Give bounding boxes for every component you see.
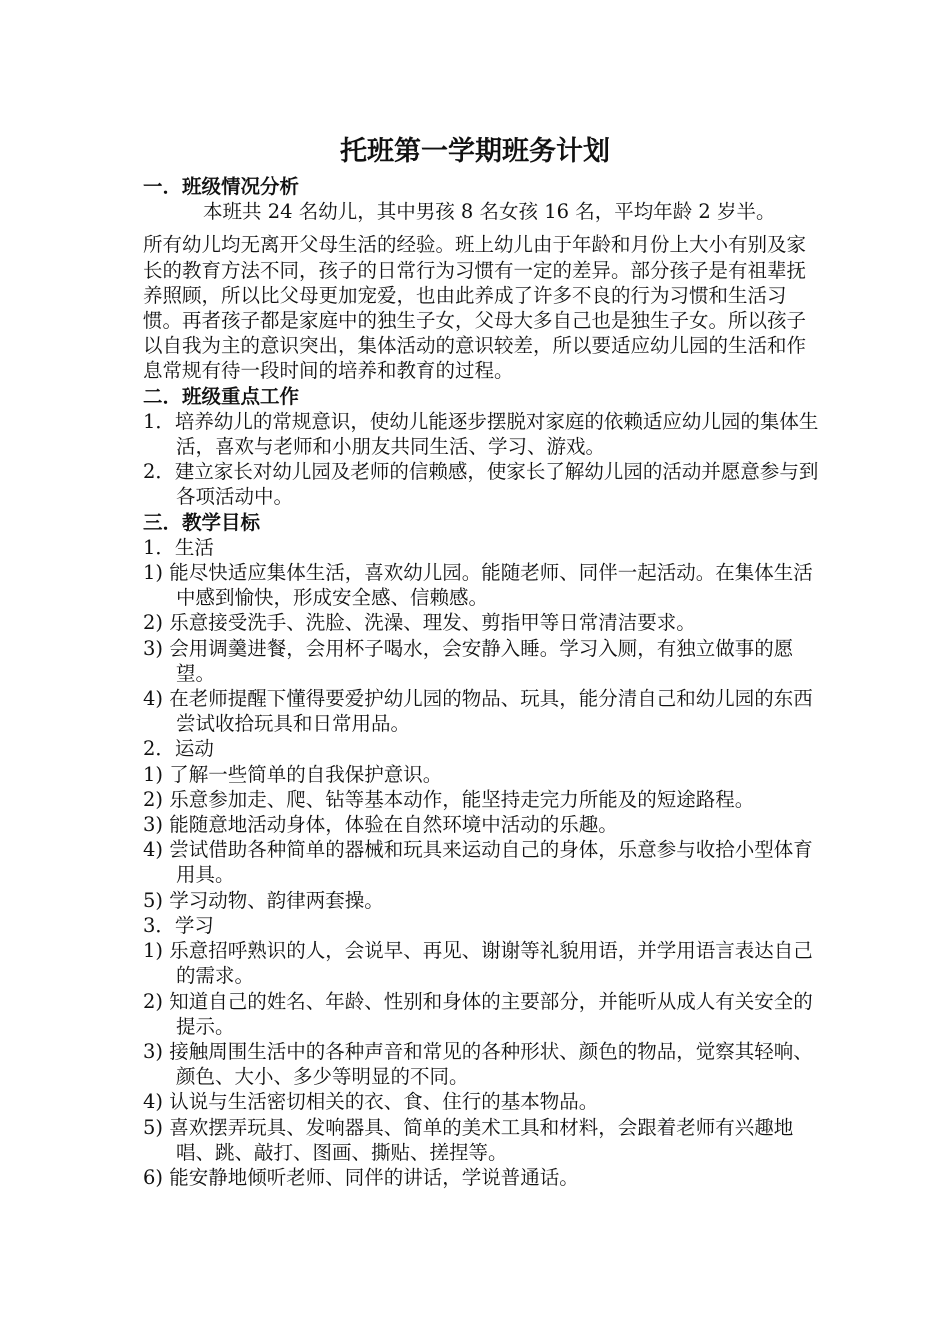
list-item: 4) 在老师提醒下懂得要爱护幼儿园的物品、玩具，能分清自己和幼儿园的东西尝试收拾玩具和日常用品。 [143, 687, 813, 736]
list-item: 3) 能随意地活动身体，体验在自然环境中活动的乐趣。 [143, 813, 618, 837]
document-title: 托班第一学期班务计划 [340, 136, 610, 167]
section-heading: 二．班级重点工作 [143, 384, 300, 408]
list-item: 3) 接触周围生活中的各种声音和常见的各种形状、颜色的物品，觉察其轻响、颜色、大小、多少等明显的不同。 [143, 1039, 813, 1089]
section-heading: 一．班级情况分析 [143, 175, 300, 198]
list-item: 1) 能尽快适应集体生活，喜欢幼儿园。能随老师、同伴一起活动。在集体生活中感到愉快，形成安全感、信赖感。 [143, 561, 813, 610]
intro-line: 本班共 24 名幼儿，其中男孩 8 名女孩 16 名，平均年龄 2 岁半。 [203, 200, 776, 224]
list-item: 5) 学习动物、韵律两套操。 [143, 888, 384, 912]
list-item: 6) 能安静地倾听老师、同伴的讲话，学说普通话。 [143, 1165, 579, 1189]
document-body [143, 174, 823, 1190]
list-item: 2) 乐意参加走、爬、钻等基本动作，能坚持走完力所能及的短途路程。 [143, 787, 755, 811]
list-item: 3) 会用调羹进餐，会用杯子喝水，会安静入睡。学习入厕，有独立做事的愿望。 [143, 636, 794, 685]
list-item: 1．培养幼儿的常规意识，使幼儿能逐步摆脱对家庭的依赖适应幼儿园的集体生活，喜欢与老师和小朋友共同生活、学习、游戏。 [143, 409, 819, 459]
list-item: 4) 认说与生活密切相关的衣、食、住行的基本物品。 [143, 1090, 599, 1114]
subsection-label: 1．生活 [143, 535, 214, 559]
analysis-paragraph: 所有幼儿均无离开父母生活的经验。班上幼儿由于年龄和月份上大小有别及家长的教育方法不同，孩子的日常行为习惯有一定的差异。部分孩子是有祖辈抚养照顾，所以比父母更加宠爱，也由此养成了许多不良的行为习惯和生活习惯。再者孩子都是家庭中的独生子女，父母大多自己也是独生子女。所以孩子以自我为主的意识突出，集体活动的意识较差，所以要适应幼儿园的生活和作息常规有待一段时间的培养和教育的过程。 [143, 233, 807, 383]
list-item: 2) 乐意接受洗手、洗脸、洗澡、理发、剪指甲等日常清洁要求。 [143, 611, 696, 635]
list-item: 4) 尝试借助各种简单的器械和玩具来运动自己的身体，乐意参与收拾小型体育用具。 [143, 838, 813, 887]
list-item: 2) 知道自己的姓名、年龄、性别和身体的主要部分，并能听从成人有关安全的提示。 [143, 989, 813, 1038]
list-item: 1) 了解一些简单的自我保护意识。 [143, 762, 443, 786]
subsection-label: 2．运动 [143, 737, 214, 761]
list-item: 5) 喜欢摆弄玩具、发响器具、简单的美术工具和材料，会跟着老师有兴趣地唱、跳、敲打、图画、撕贴、搓捏等。 [143, 1115, 794, 1164]
subsection-label: 3．学习 [143, 913, 214, 937]
section-heading: 三．教学目标 [143, 510, 261, 534]
list-item: 1) 乐意招呼熟识的人，会说早、再见、谢谢等礼貌用语，并学用语言表达自己的需求。 [143, 939, 813, 988]
list-item: 2．建立家长对幼儿园及老师的信赖感，使家长了解幼儿园的活动并愿意参与到各项活动中。 [143, 460, 819, 509]
